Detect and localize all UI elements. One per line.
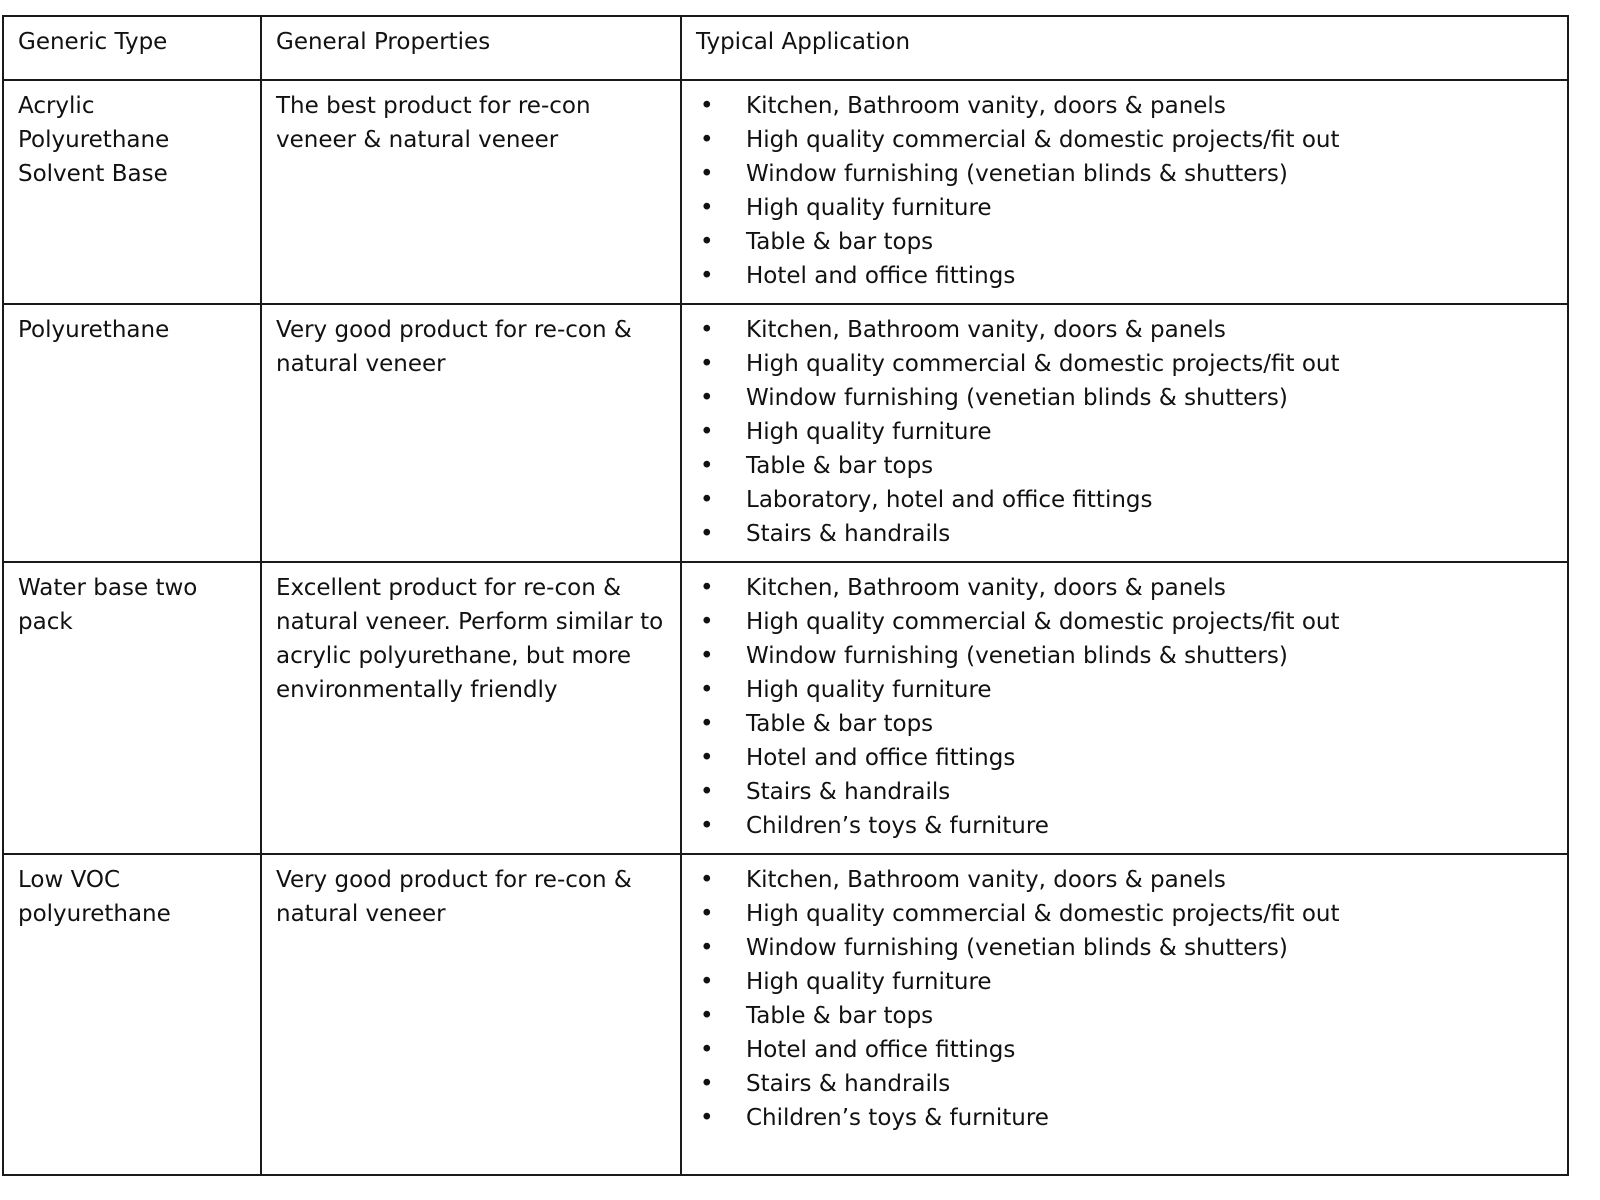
typical-application-cell [681, 562, 1568, 854]
application-list-item: • Stairs & handrails [696, 775, 1553, 809]
typical-application-cell [681, 854, 1568, 1175]
header-generic-type: Generic Type [3, 16, 261, 80]
header-general-properties: General Properties [261, 16, 681, 80]
application-list-item: • High quality commercial & domestic projects/fit out [696, 123, 1553, 157]
application-list [696, 89, 1553, 293]
typical-application-cell [681, 304, 1568, 562]
application-list-item: • Table & bar tops [696, 707, 1553, 741]
typical-application-cell [681, 80, 1568, 304]
generic-type-cell: Low VOC polyurethane [3, 854, 261, 1175]
application-list-item: • Table & bar tops [696, 999, 1553, 1033]
header-typical-application: Typical Application [681, 16, 1568, 80]
application-list-item: • Kitchen, Bathroom vanity, doors & panels [696, 571, 1553, 605]
application-list [696, 313, 1553, 551]
application-list-item: • Window furnishing (venetian blinds & shutters) [696, 931, 1553, 965]
application-list-item: • Window furnishing (venetian blinds & shutters) [696, 639, 1553, 673]
general-properties-cell: Excellent product for re-con & natural veneer. Perform similar to acrylic polyurethane, but more environmentally friendly [261, 562, 681, 854]
general-properties-cell: Very good product for re-con & natural veneer [261, 304, 681, 562]
application-list [696, 863, 1553, 1135]
finish-comparison-table [2, 15, 1569, 1176]
application-list-item: • High quality furniture [696, 191, 1553, 225]
table-row [3, 304, 1568, 562]
generic-type-cell: Polyurethane [3, 304, 261, 562]
application-list-item: • High quality furniture [696, 965, 1553, 999]
application-list-item: • Stairs & handrails [696, 517, 1553, 551]
application-list-item: • Window furnishing (venetian blinds & shutters) [696, 381, 1553, 415]
application-list-item: • Hotel and office fittings [696, 741, 1553, 775]
application-list-item: • High quality furniture [696, 415, 1553, 449]
application-list-item: • Table & bar tops [696, 449, 1553, 483]
application-list-item: • Table & bar tops [696, 225, 1553, 259]
application-list-item: • Hotel and office fittings [696, 259, 1553, 293]
general-properties-cell: The best product for re-con veneer & natural veneer [261, 80, 681, 304]
application-list-item: • Laboratory, hotel and office fittings [696, 483, 1553, 517]
application-list-item: • Kitchen, Bathroom vanity, doors & panels [696, 313, 1553, 347]
application-list-item: • Kitchen, Bathroom vanity, doors & panels [696, 863, 1553, 897]
generic-type-cell: Acrylic Polyurethane Solvent Base [3, 80, 261, 304]
table-header-row [3, 16, 1568, 80]
table-row [3, 854, 1568, 1175]
general-properties-cell: Very good product for re-con & natural veneer [261, 854, 681, 1175]
application-list-item: • High quality commercial & domestic projects/fit out [696, 897, 1553, 931]
table-row [3, 80, 1568, 304]
application-list-item: • Kitchen, Bathroom vanity, doors & panels [696, 89, 1553, 123]
application-list-item: • Window furnishing (venetian blinds & shutters) [696, 157, 1553, 191]
application-list-item: • Stairs & handrails [696, 1067, 1553, 1101]
application-list-item: • Children’s toys & furniture [696, 1101, 1553, 1135]
generic-type-cell: Water base two pack [3, 562, 261, 854]
application-list-item: • Hotel and office fittings [696, 1033, 1553, 1067]
application-list-item: • High quality furniture [696, 673, 1553, 707]
application-list-item: • Children’s toys & furniture [696, 809, 1553, 843]
application-list-item: • High quality commercial & domestic projects/fit out [696, 347, 1553, 381]
application-list [696, 571, 1553, 843]
application-list-item: • High quality commercial & domestic projects/fit out [696, 605, 1553, 639]
table-row [3, 562, 1568, 854]
